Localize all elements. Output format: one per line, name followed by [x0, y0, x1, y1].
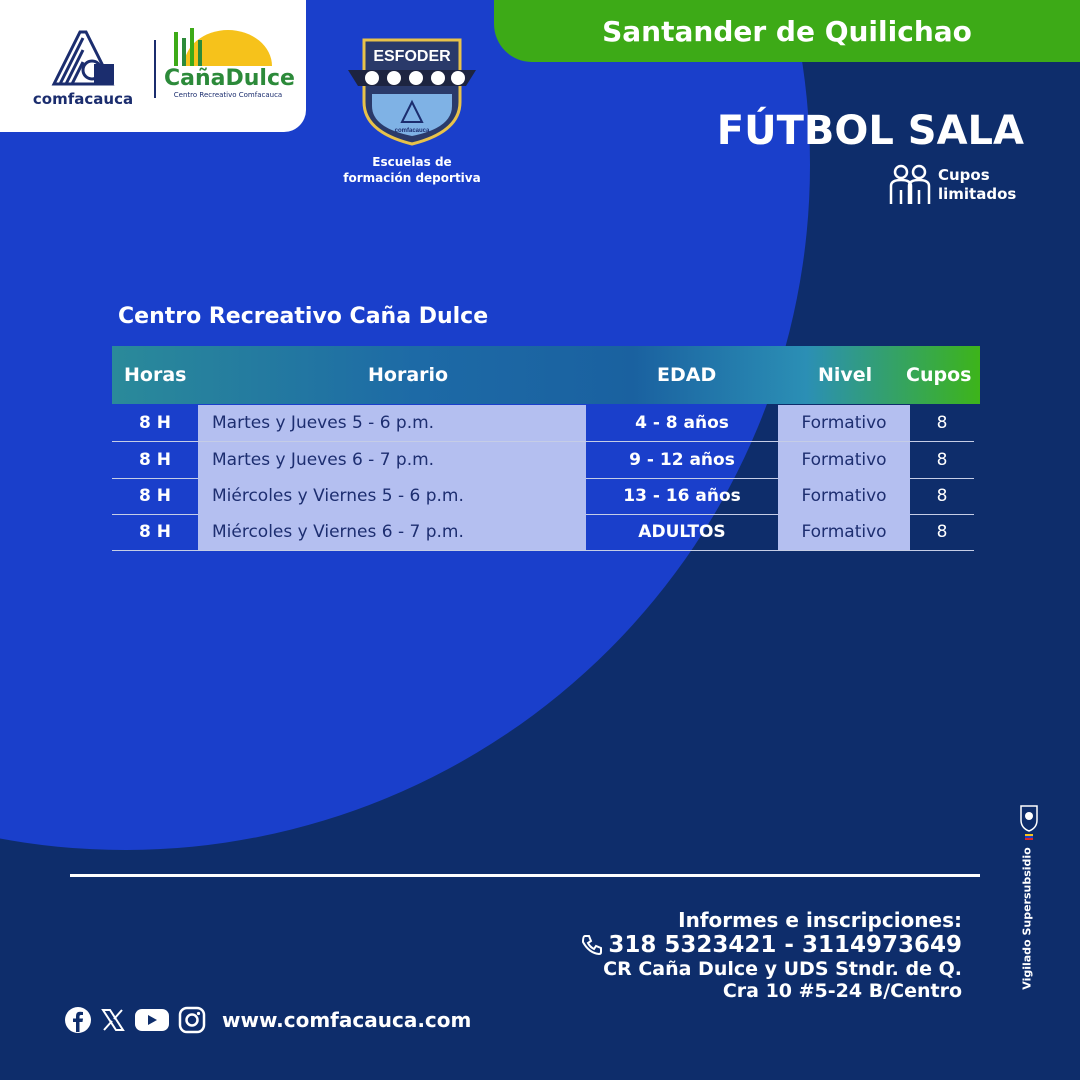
x-icon[interactable] — [100, 1007, 126, 1033]
footer-divider — [70, 874, 980, 877]
cell-cupos: 8 — [936, 522, 948, 542]
column-header-edad: EDAD — [657, 364, 717, 386]
youtube-icon[interactable] — [134, 1007, 170, 1033]
column-header-nivel: Nivel — [818, 364, 873, 386]
social-bar — [64, 1006, 471, 1034]
cell-horario: Martes y Jueves 5 - 6 p.m. — [198, 405, 586, 441]
table-row — [112, 478, 974, 515]
cell-cupos: 8 — [936, 486, 948, 506]
column-header-cupos: Cupos — [906, 364, 972, 386]
esfoder-caption-line1: Escuelas de — [372, 155, 452, 169]
cell-horas: 8 H — [139, 413, 171, 433]
cell-nivel: Formativo — [778, 405, 910, 441]
cell-horario: Miércoles y Viernes 5 - 6 p.m. — [198, 478, 586, 514]
instagram-icon[interactable] — [178, 1006, 206, 1034]
table-row — [112, 405, 974, 442]
address-line1: CR Caña Dulce y UDS Stndr. de Q. — [603, 958, 962, 980]
column-header-horas: Horas — [124, 364, 187, 386]
table-row — [112, 514, 974, 551]
cell-nivel: Formativo — [778, 442, 910, 478]
people-icon — [888, 164, 932, 206]
cupos-line1: Cupos — [938, 166, 990, 184]
cana-dulce-wordmark: CañaDulce — [164, 66, 295, 91]
cell-horario: Miércoles y Viernes 6 - 7 p.m. — [198, 514, 586, 550]
cupos-limitados-note — [888, 164, 1016, 206]
city-banner: Santander de Quilichao — [494, 0, 1080, 62]
info-title: Informes e inscripciones: — [678, 908, 962, 932]
page-title: FÚTBOL SALA — [716, 108, 1024, 154]
supersubsidio-shield-icon — [1014, 802, 1044, 842]
cell-cupos: 8 — [936, 450, 948, 470]
cell-edad: ADULTOS — [638, 522, 726, 542]
vigilado-seal — [1014, 802, 1044, 990]
table-header — [112, 346, 980, 404]
comfacauca-mark-icon — [50, 28, 116, 88]
comfacauca-logo[interactable] — [28, 28, 138, 108]
phone-line[interactable] — [580, 932, 962, 958]
esfoder-label: ESFODER — [373, 48, 451, 65]
esfoder-shield-icon — [342, 36, 482, 146]
logo-card — [0, 0, 306, 132]
contact-info — [580, 908, 962, 1002]
cell-horas: 8 H — [139, 522, 171, 542]
esfoder-badge-text: comfacauca — [394, 128, 430, 134]
logo-separator — [154, 40, 156, 98]
esfoder-logo[interactable] — [342, 36, 482, 186]
cell-edad: 13 - 16 años — [623, 486, 741, 506]
cana-dulce-subtitle: Centro Recreativo Comfacauca — [173, 91, 283, 99]
facebook-icon[interactable] — [64, 1006, 92, 1034]
esfoder-caption-line2: formación deportiva — [343, 171, 481, 185]
website-link[interactable]: www.comfacauca.com — [222, 1008, 472, 1032]
cell-horas: 8 H — [139, 450, 171, 470]
table-row — [112, 442, 974, 479]
cell-edad: 4 - 8 años — [635, 413, 729, 433]
address-line2: Cra 10 #5-24 B/Centro — [722, 980, 962, 1002]
cell-edad: 9 - 12 años — [629, 450, 735, 470]
venue-title: Centro Recreativo Caña Dulce — [118, 304, 489, 329]
cell-horas: 8 H — [139, 486, 171, 506]
cana-dulce-logo[interactable] — [164, 26, 295, 99]
cupos-line2: limitados — [938, 185, 1017, 203]
cana-dulce-sun-icon — [164, 26, 292, 66]
cell-nivel: Formativo — [778, 514, 910, 550]
phone-numbers: 318 5323421 - 3114973649 — [608, 932, 962, 958]
column-header-horario: Horario — [368, 364, 449, 386]
comfacauca-wordmark: comfacauca — [32, 90, 134, 108]
phone-icon — [580, 933, 604, 957]
vigilado-text: Vigilado Supersubsidio — [1020, 847, 1034, 990]
cell-horario: Martes y Jueves 6 - 7 p.m. — [198, 442, 586, 478]
cell-cupos: 8 — [936, 413, 948, 433]
cell-nivel: Formativo — [778, 478, 910, 514]
